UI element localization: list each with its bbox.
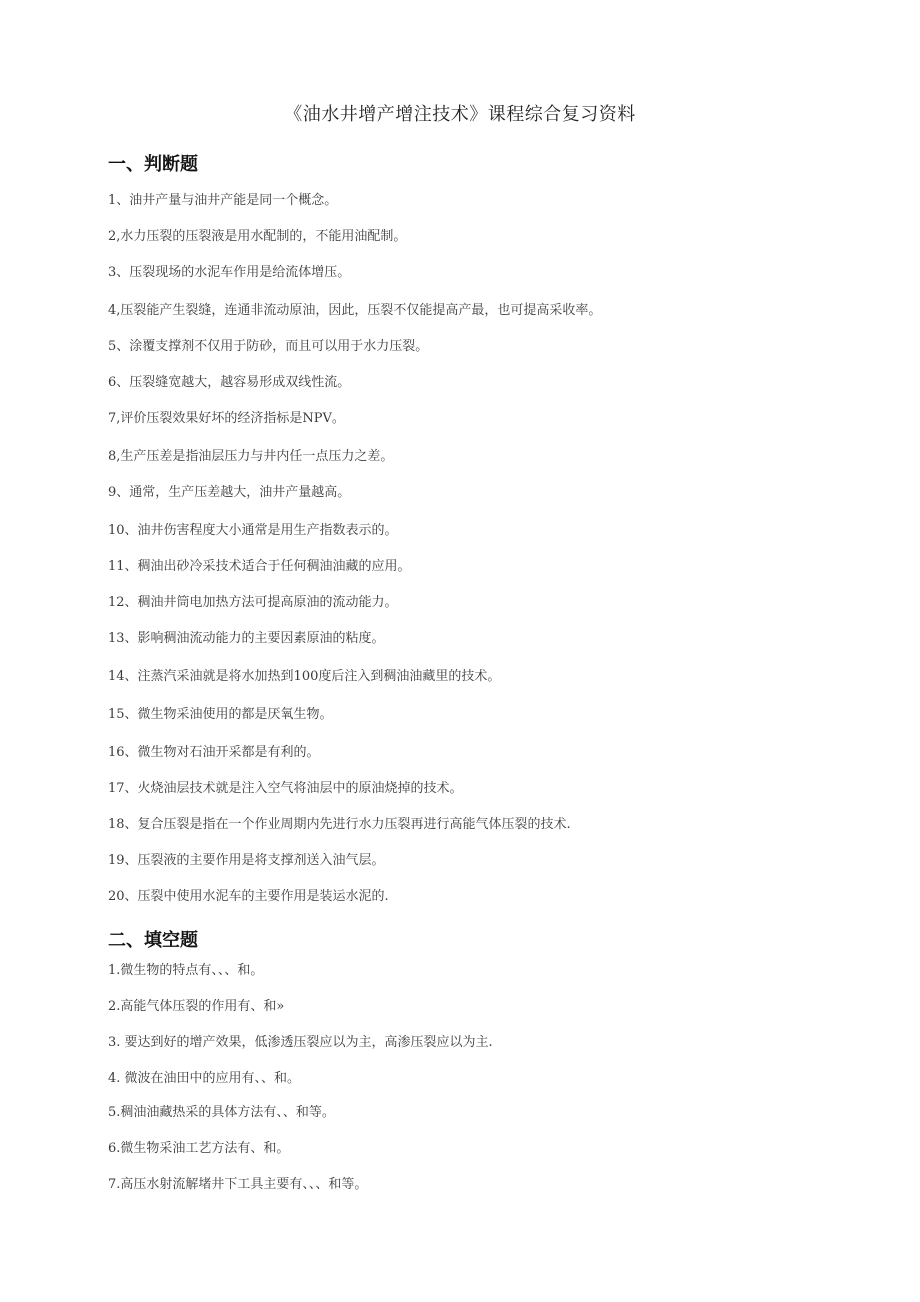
list-item: 1、油井产量与油井产能是同一个概念。 (108, 193, 338, 208)
list-item: 12、稠油井筒电加热方法可提高原油的流动能力。 (108, 595, 398, 610)
list-item: 7,评价压裂效果好坏的经济指标是NPV。 (108, 411, 345, 426)
section-heading-fill-in: 二、填空题 (108, 930, 198, 951)
list-item: 1.微生物的特点有、、、和。 (108, 963, 264, 978)
list-item: 15、微生物采油使用的都是厌氧生物。 (108, 707, 333, 722)
list-item: 4,压裂能产生裂缝，连通非流动原油，因此，压裂不仅能提高产最，也可提高采收率。 (108, 303, 602, 318)
list-item: 13、影响稠油流动能力的主要因素原油的粘度。 (108, 631, 385, 646)
list-item: 17、火烧油层技术就是注入空气将油层中的原油烧掉的技术。 (108, 781, 463, 796)
list-item: 6、压裂缝宽越大，越容易形成双线性流。 (108, 375, 351, 390)
section-heading-judgment: 一、判断题 (108, 154, 198, 175)
list-item: 9、通常，生产压差越大，油井产量越高。 (108, 485, 351, 500)
list-item: 20、压裂中使用水泥车的主要作用是装运水泥的. (108, 889, 389, 904)
page-title: 《油水井增产增注技术》课程综合复习资料 (284, 104, 636, 125)
list-item: 19、压裂液的主要作用是将支撑剂送入油气层。 (108, 853, 385, 868)
list-item: 7.高压水射流解堵井下工具主要有、、、和等。 (108, 1177, 368, 1192)
list-item: 3. 要达到好的增产效果，低渗透压裂应以为主，高渗压裂应以为主. (108, 1035, 493, 1050)
list-item: 5、涂覆支撑剂不仅用于防砂，而且可以用于水力压裂。 (108, 339, 429, 354)
list-item: 16、微生物对石油开采都是有利的。 (108, 745, 320, 760)
list-item: 6.微生物采油工艺方法有、和。 (108, 1141, 290, 1156)
list-item: 4. 微波在油田中的应用有、、和。 (108, 1071, 301, 1086)
list-item: 10、油井伤害程度大小通常是用生产指数表示的。 (108, 523, 398, 538)
list-item: 11、稠油出砂冷采技术适合于任何稠油油藏的应用。 (108, 559, 411, 574)
list-item: 14、注蒸汽采油就是将水加热到100度后注入到稠油油藏里的技术。 (108, 669, 501, 684)
list-item: 2,水力压裂的压裂液是用水配制的，不能用油配制。 (108, 229, 407, 244)
list-item: 18、复合压裂是指在一个作业周期内先进行水力压裂再进行高能气体压裂的技术. (108, 817, 571, 832)
list-item: 2.高能气体压裂的作用有、和» (108, 999, 285, 1014)
list-item: 8,生产压差是指油层压力与井内任一点压力之差。 (108, 449, 394, 464)
list-item: 3、压裂现场的水泥车作用是给流体增压。 (108, 265, 351, 280)
list-item: 5.稠油油藏热采的具体方法有、、和等。 (108, 1105, 335, 1120)
